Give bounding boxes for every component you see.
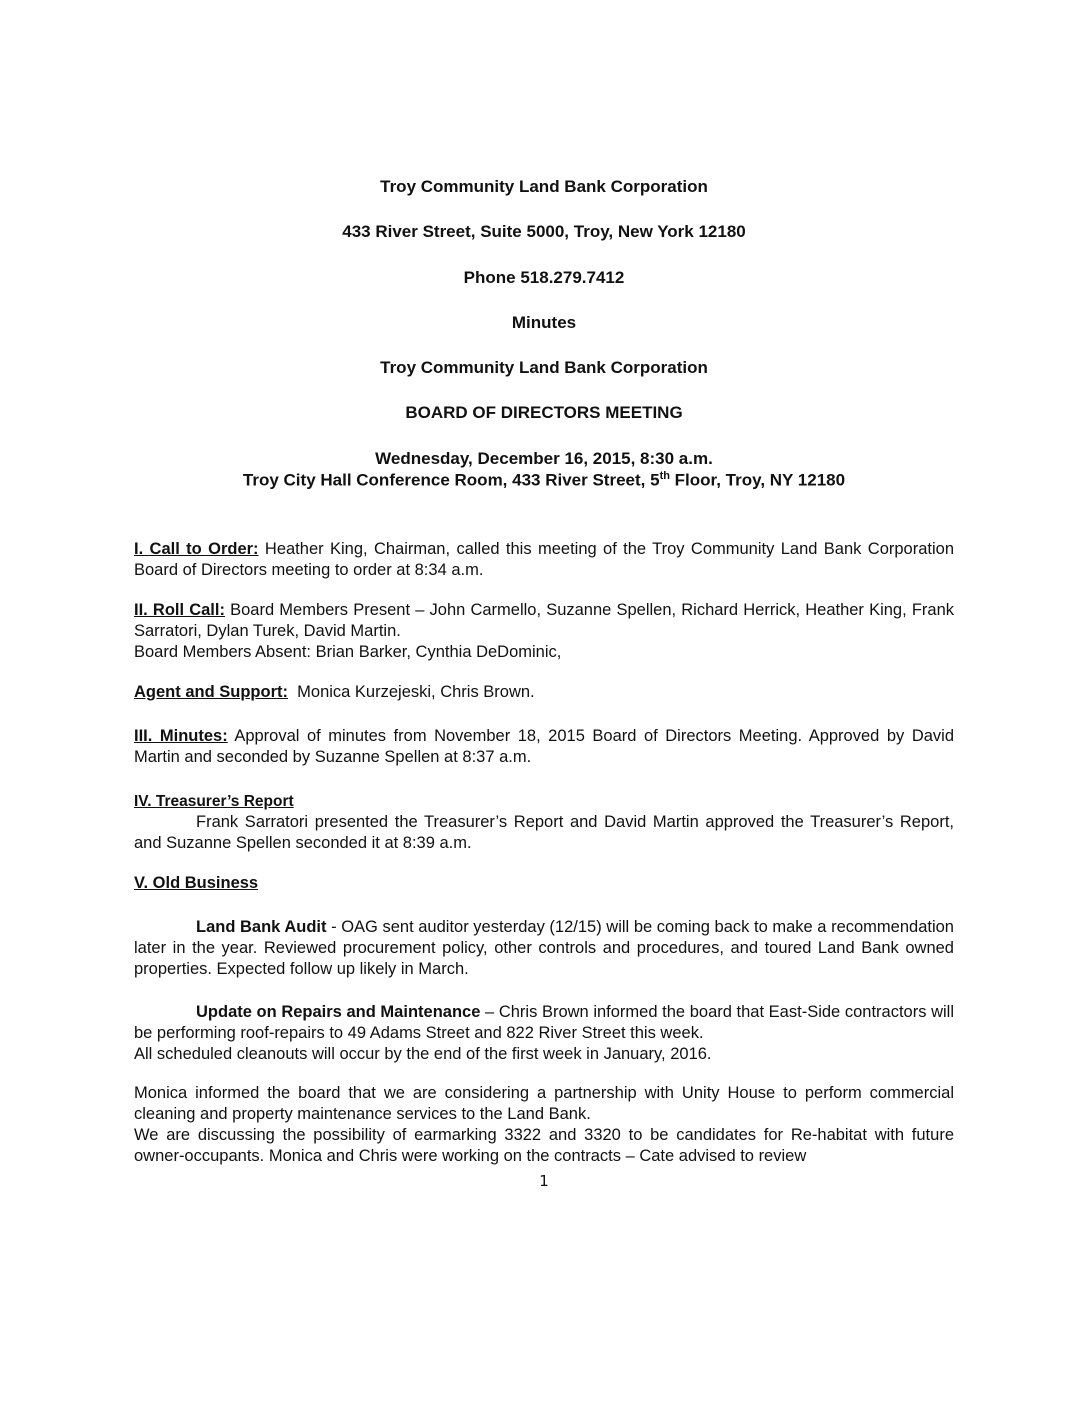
org-title: Troy Community Land Bank Corporation: [380, 177, 708, 196]
audit-title: Land Bank Audit: [196, 918, 327, 936]
unity-text: Monica informed the board that we are considering a partnership with Unity House to perform commercial cleaning and property maintenance services to the Land Bank.: [134, 1084, 954, 1123]
repairs-title: Update on Repairs and Maintenance: [196, 1003, 481, 1021]
old-business-heading: V. Old Business: [134, 874, 259, 892]
treasurer-report: [134, 791, 954, 854]
call-to-order: [134, 539, 954, 581]
roll-call-heading: II. Roll Call:: [134, 601, 225, 619]
minutes-approval: [134, 726, 954, 768]
location-part-b: Floor, Troy, NY 12180: [669, 470, 846, 490]
roll-call-absent: Board Members Absent: Brian Barker, Cynthia DeDominic,: [134, 643, 562, 661]
call-to-order-heading: I. Call to Order:: [134, 540, 259, 558]
minutes-heading: III. Minutes:: [134, 727, 228, 745]
doc-type: Minutes: [511, 313, 577, 332]
org-title-2: Troy Community Land Bank Corporation: [380, 358, 708, 377]
page-number: 1: [539, 1172, 549, 1190]
audit-text: - OAG sent auditor yesterday (12/15) will be coming back to make a recommendation later in the year. Reviewed procurement policy, other controls and procedures, and toured Land Bank owned properties. Expected follow up likely in March.: [134, 918, 954, 978]
meeting-title: BOARD OF DIRECTORS MEETING: [405, 403, 683, 422]
earmark-text: We are discussing the possibility of earmarking 3322 and 3320 to be candidates for Re-habitat with future owner-occupants. Monica and Chris were working on the contracts – Cate advised to review: [134, 1126, 954, 1165]
unity-paragraph: [134, 1083, 954, 1167]
call-to-order-text: Heather King, Chairman, called this meeting of the Troy Community Land Bank Corporation Board of Directors meeting to order at 8:34 a.m.: [134, 540, 954, 579]
location-part-a: Troy City Hall Conference Room, 433 River Street, 5: [242, 470, 660, 490]
agent-support: [134, 682, 954, 703]
agent-heading: Agent and Support:: [134, 683, 288, 701]
location-superscript: th: [659, 470, 670, 482]
minutes-text: Approval of minutes from November 18, 2015 Board of Directors Meeting. Approved by David Martin and seconded by Suzanne Spellen at 8:37 a.m.: [134, 727, 954, 766]
meeting-date: Wednesday, December 16, 2015, 8:30 a.m.: [375, 449, 713, 468]
treasurer-text: Frank Sarratori presented the Treasurer’s Report and David Martin approved the Treasurer’s Report, and Suzanne Spellen seconded it at 8:39 a.m.: [134, 813, 954, 852]
cleanouts-text: All scheduled cleanouts will occur by the end of the first week in January, 2016.: [134, 1045, 712, 1063]
meeting-location: [0, 470, 1088, 491]
roll-call-present: Board Members Present – John Carmello, Suzanne Spellen, Richard Herrick, Heather King, Frank Sarratori, Dylan Turek, David Martin.: [134, 601, 955, 640]
treasurer-heading: IV. Treasurer’s Report: [134, 793, 294, 810]
org-phone: Phone 518.279.7412: [463, 268, 625, 287]
repairs-text: – Chris Brown informed the board that East-Side contractors will be performing roof-repairs to 49 Adams Street and 822 River Street this week.: [134, 1003, 954, 1042]
audit-paragraph: [134, 917, 954, 980]
repairs-paragraph: [134, 1002, 954, 1065]
old-business-heading-block: [134, 873, 954, 894]
roll-call: [134, 600, 954, 663]
agent-text: Monica Kurzejeski, Chris Brown.: [287, 683, 535, 701]
org-address: 433 River Street, Suite 5000, Troy, New York 12180: [342, 222, 746, 241]
